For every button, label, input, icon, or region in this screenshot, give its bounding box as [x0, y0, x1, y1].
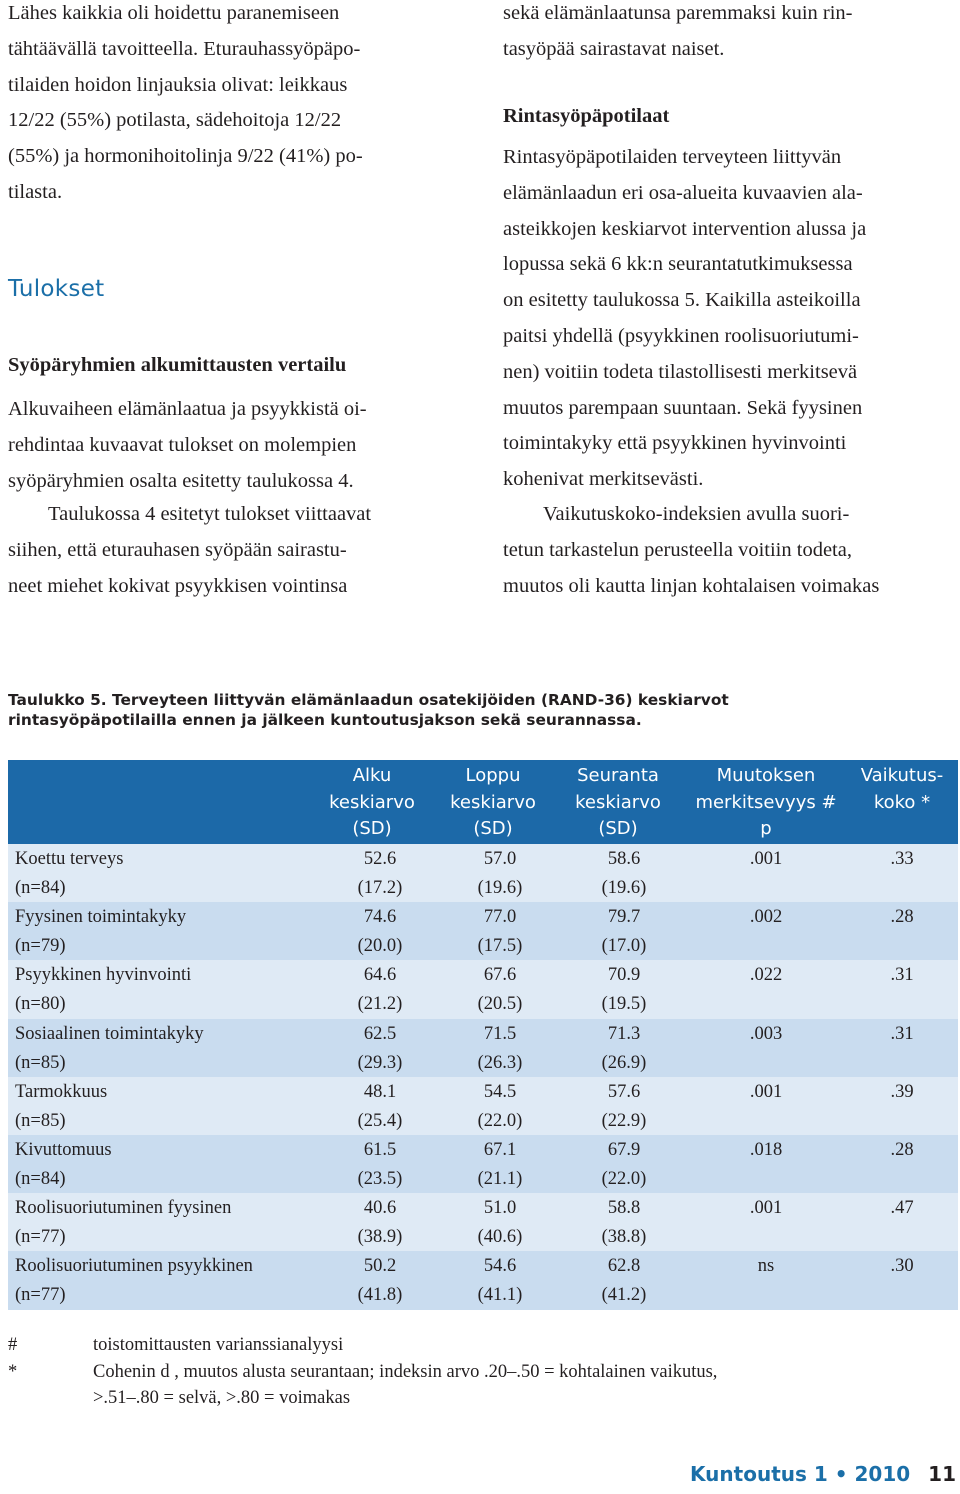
cell-p-value: .002	[749, 907, 783, 928]
cell-p-value: .022	[749, 965, 783, 986]
row-label: Kivuttomuus (n=84)	[15, 1139, 112, 1189]
cell-effect-size: .28	[890, 907, 914, 928]
text-line: tilaiden hoidon linjauksia olivat: leikkaus	[8, 73, 348, 96]
table-header	[8, 760, 958, 844]
cell-p-value: ns	[757, 1256, 775, 1277]
cell-alku: 52.6 (17.2)	[357, 849, 403, 898]
text-line: Rintasyöpäpotilaiden terveyteen liittyvän	[503, 146, 842, 168]
table-row	[8, 1019, 958, 1077]
text-line: nen) voitiin todeta tilastollisesti merkitsevä	[503, 360, 858, 383]
text-line: paitsi yhdellä (psyykkinen roolisuoriutumi-	[503, 324, 859, 347]
row-label: Roolisuoriutuminen psyykkinen (n=77)	[15, 1256, 253, 1306]
cell-p-value: .018	[749, 1139, 783, 1160]
cell-seuranta: 70.9 (19.5)	[601, 965, 647, 1015]
footnote-star	[8, 1359, 956, 1386]
text-line: tilasta.	[8, 180, 63, 203]
caption-line: rintasyöpäpotilailla ennen ja jälkeen kuntoutusjakson sekä seurannassa.	[8, 711, 642, 729]
footnote-text: >.51–.80 = selvä, >.80 = voimakas	[93, 1388, 351, 1408]
footnote-symbol: *	[8, 1361, 18, 1382]
cell-loppu: 57.0 (19.6)	[477, 849, 523, 898]
table-caption	[8, 690, 956, 730]
row-label: Fyysinen toimintakyky (n=79)	[15, 907, 187, 957]
cell-alku: 62.5 (29.3)	[357, 1023, 403, 1073]
cell-alku: 74.6 (20.0)	[357, 907, 403, 957]
cell-loppu: 54.5 (22.0)	[477, 1081, 523, 1131]
cell-loppu: 67.1 (21.1)	[477, 1139, 523, 1189]
cell-loppu: 54.6 (41.1)	[477, 1256, 523, 1306]
cell-loppu: 71.5 (26.3)	[477, 1023, 523, 1073]
cell-p-value: .001	[749, 1198, 783, 1219]
left-paragraph-2	[8, 392, 464, 499]
row-label: Roolisuoriutuminen fyysinen (n=77)	[15, 1198, 232, 1248]
text-line: lopussa sekä 6 kk:n seurantatutkimuksessa	[503, 253, 853, 276]
results-table	[8, 760, 958, 1307]
text-line: tähtäävällä tavoitteella. Eturauhassyöpäpo-	[8, 37, 361, 60]
text-line: Taulukossa 4 esitetyt tulokset viittaavat	[48, 503, 372, 525]
cell-seuranta: 71.3 (26.9)	[601, 1023, 647, 1073]
text-line: Alkuvaiheen elämänlaatua ja psyykkistä oi-	[8, 398, 367, 420]
cell-seuranta: 58.8 (38.8)	[601, 1198, 647, 1248]
text-line: siihen, että eturauhasen syöpään sairastu-	[8, 538, 347, 561]
text-line: muutos oli kautta linjan kohtalaisen voimakas	[503, 574, 880, 597]
page-footer	[690, 1462, 956, 1486]
cell-alku: 64.6 (21.2)	[357, 965, 403, 1015]
table-row	[8, 902, 958, 960]
left-subheading-block	[8, 348, 464, 384]
table-footnotes	[8, 1332, 956, 1412]
right-paragraph-2	[503, 140, 957, 498]
footnote-text: toistomittausten varianssianalyysi	[93, 1335, 344, 1355]
cell-alku: 50.2 (41.8)	[357, 1256, 403, 1306]
table-row	[8, 1077, 958, 1135]
header-seuranta: Seuranta keskiarvo (SD)	[575, 765, 661, 839]
cell-effect-size: .28	[890, 1139, 914, 1160]
header-merkitsevyys: Muutoksen merkitsevyys # p	[695, 765, 837, 839]
cell-alku: 48.1 (25.4)	[357, 1081, 403, 1131]
text-line: elämänlaadun eri osa-alueita kuvaavien ala-	[503, 181, 863, 204]
table-row	[8, 1193, 958, 1251]
cell-loppu: 67.6 (20.5)	[477, 965, 523, 1015]
text-line: asteikkojen keskiarvot intervention alussa ja	[503, 217, 867, 240]
row-label: Psyykkinen hyvinvointi (n=80)	[15, 965, 192, 1015]
subheading-rintasyopapotilaat: Rintasyöpäpotilaat	[503, 105, 670, 127]
cell-effect-size: .47	[890, 1198, 914, 1219]
subheading-syoparyhmat: Syöpäryhmien alkumittausten vertailu	[8, 354, 347, 376]
table-body	[8, 844, 958, 1310]
cell-effect-size: .31	[890, 965, 914, 986]
cell-effect-size: .33	[890, 849, 914, 869]
caption-line: Taulukko 5. Terveyteen liittyvän elämänlaadun osatekijöiden (RAND-36) keskiarvot	[8, 691, 729, 709]
table-row	[8, 1251, 958, 1309]
cell-effect-size: .39	[890, 1081, 914, 1102]
header-loppu: Loppu keskiarvo (SD)	[450, 765, 536, 839]
right-paragraph-1	[503, 0, 957, 68]
cell-seuranta: 67.9 (22.0)	[601, 1139, 647, 1189]
footnote-hash	[8, 1332, 956, 1359]
cell-seuranta: 58.6 (19.6)	[601, 849, 647, 898]
header-alku: Alku keskiarvo (SD)	[329, 765, 415, 839]
text-line: rehdintaa kuvaavat tulokset on molempien	[8, 433, 357, 456]
cell-alku: 61.5 (23.5)	[357, 1139, 403, 1189]
cell-loppu: 51.0 (40.6)	[477, 1198, 523, 1248]
footnote-symbol: #	[8, 1335, 18, 1355]
row-label: Koettu terveys (n=84)	[15, 849, 124, 898]
table-row	[8, 960, 958, 1018]
right-subheading-block	[503, 99, 957, 135]
page-number: 11	[928, 1462, 956, 1486]
cell-effect-size: .30	[890, 1256, 914, 1277]
text-line: Lähes kaikkia oli hoidettu paranemiseen	[8, 2, 340, 24]
text-line: syöpäryhmien osalta esitetty taulukossa 4.	[8, 469, 354, 492]
text-line: on esitetty taulukossa 5. Kaikilla asteikoilla	[503, 289, 861, 312]
text-line: neet miehet kokivat psyykkisen vointinsa	[8, 574, 348, 597]
cell-seuranta: 57.6 (22.9)	[601, 1081, 647, 1131]
text-line: tasyöpää sairastavat naiset.	[503, 37, 725, 60]
row-label: Sosiaalinen toimintakyky (n=85)	[15, 1023, 204, 1073]
footnote-star-continued	[8, 1385, 956, 1412]
journal-name: Kuntoutus 1 • 2010	[690, 1462, 911, 1486]
table-row	[8, 844, 958, 902]
cell-seuranta: 62.8 (41.2)	[601, 1256, 647, 1306]
cell-alku: 40.6 (38.9)	[357, 1198, 403, 1248]
table-row	[8, 1135, 958, 1193]
cell-effect-size: .31	[890, 1023, 914, 1044]
section-heading-tulokset: Tulokset	[8, 276, 105, 302]
cell-p-value: .003	[749, 1023, 783, 1044]
text-line: toimintakyky että psyykkinen hyvinvointi	[503, 432, 847, 455]
text-line: Vaikutuskoko-indeksien avulla suori-	[543, 503, 850, 525]
text-line: 12/22 (55%) potilasta, sädehoitoja 12/22	[8, 109, 342, 132]
cell-p-value: .001	[749, 849, 783, 869]
text-line: sekä elämänlaatunsa paremmaksi kuin rin-	[503, 2, 853, 24]
row-label: Tarmokkuus (n=85)	[15, 1081, 108, 1131]
cell-loppu: 77.0 (17.5)	[477, 907, 523, 957]
left-paragraph-3	[8, 497, 464, 604]
cell-seuranta: 79.7 (17.0)	[601, 907, 647, 957]
right-paragraph-3	[503, 497, 957, 604]
cell-p-value: .001	[749, 1081, 783, 1102]
text-line: (55%) ja hormonihoitolinja 9/22 (41%) po-	[8, 145, 363, 168]
text-line: muutos parempaan suuntaan. Sekä fyysinen	[503, 396, 863, 419]
header-vaikutuskoko: Vaikutus- koko *	[860, 765, 944, 813]
left-paragraph-1	[8, 0, 464, 211]
text-line: kohenivat merkitsevästi.	[503, 468, 704, 491]
text-line: tetun tarkastelun perusteella voitiin todeta,	[503, 538, 852, 561]
footnote-text: Cohenin d , muutos alusta seurantaan; indeksin arvo .20–.50 = kohtalainen vaikutus,	[93, 1361, 718, 1382]
